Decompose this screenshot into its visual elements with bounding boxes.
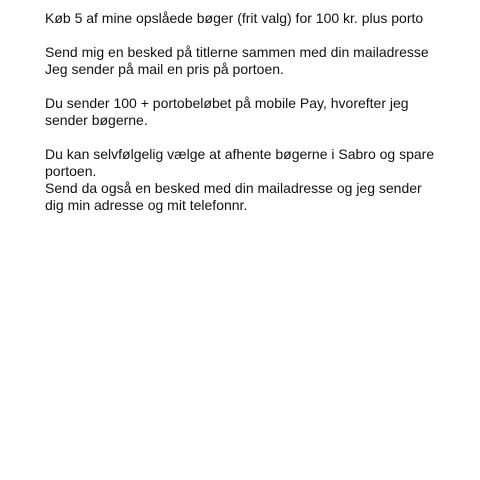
text-line: sender bøgerne. (45, 112, 148, 128)
paragraph-pickup (45, 146, 470, 214)
text-line: Du sender 100 + portobeløbet på mobile Pay, hvorefter jeg (45, 95, 409, 111)
paragraph-payment (45, 95, 470, 129)
paragraph-offer (45, 10, 470, 27)
text-line: Køb 5 af mine opslåede bøger (frit valg) for 100 kr. plus porto (45, 10, 424, 26)
paragraph-send-message (45, 44, 470, 78)
document-body (45, 10, 470, 214)
text-line: Send mig en besked på titlerne sammen med din mailadresse (45, 44, 429, 60)
text-line: portoen. (45, 163, 97, 179)
text-line: dig min adresse og mit telefonnr. (45, 197, 248, 213)
text-line: Jeg sender på mail en pris på portoen. (45, 61, 284, 77)
text-line: Send da også en besked med din mailadresse og jeg sender (45, 180, 422, 196)
text-line: Du kan selvfølgelig vælge at afhente bøgerne i Sabro og spare (45, 146, 435, 162)
